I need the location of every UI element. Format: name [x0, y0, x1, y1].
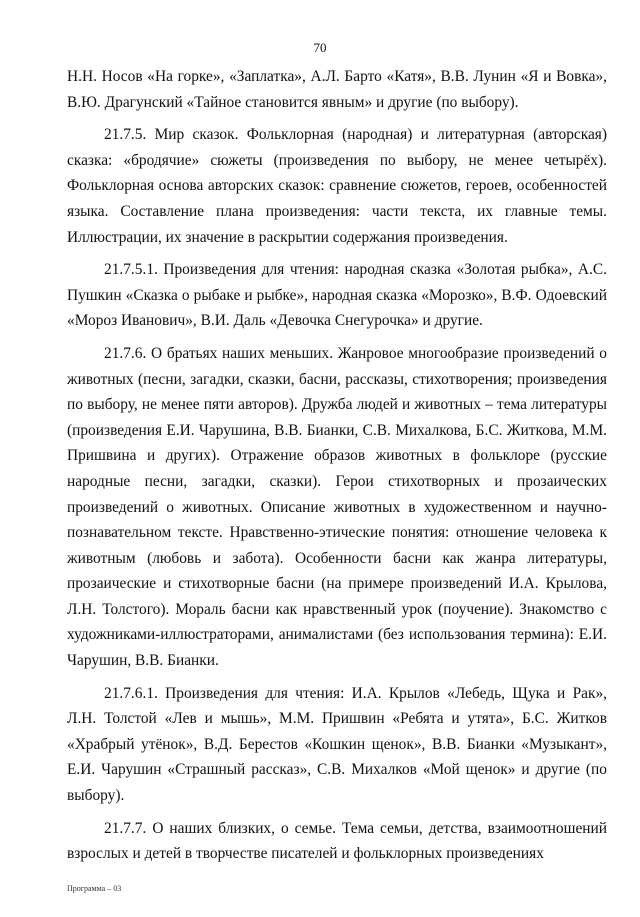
- body-text: [67, 64, 607, 874]
- paragraph-21-7-6-1: 21.7.6.1. Произведения для чтения: И.А. Крылов «Лебедь, Щука и Рак», Л.Н. Толстой «Лев и мышь», М.М. Пришвин «Ребята и утята», Б.С. Житков «Храбрый утёнок», В.Д. Берестов «Кошкин щенок», В.В. Бианки «Музыкант», Е.И. Чарушин «Страшный рассказ», С.В. Михалков «Мой щенок» и другие (по выбору).: [67, 684, 607, 805]
- page-number: 70: [313, 40, 327, 55]
- paragraph-21-7-5-1: 21.7.5.1. Произведения для чтения: народная сказка «Золотая рыбка», А.С. Пушкин «Сказка о рыбаке и рыбке», народная сказка «Морозко», В.Ф. Одоевский «Мороз Иванович», В.И. Даль «Девочка Снегурочка» и другие.: [67, 261, 607, 330]
- paragraph-21-7-7: 21.7.7. О наших близких, о семье. Тема семьи, детства, взаимоотношений взрослых и детей в творчестве писателей и фольклорных произведениях: [67, 819, 607, 863]
- paragraph-21-7-6: 21.7.6. О братьях наших меньших. Жанровое многообразие произведений о животных (песни, загадки, сказки, басни, рассказы, стихотворения; произведения по выбору, не менее пяти авторов). Дружба людей и животных – тема литературы (произведения Е.И. Чарушина, В.В. Бианки, С.В. Михалкова, Б.С. Житкова, М.М. Пришвина и других). Отражение образов животных в фольклоре (русские народные песни, загадки, сказки). Герои стихотворных и прозаических произведений о животных. Описание животных в художественном и научно-познавательном тексте. Нравственно-этические понятия: отношение человека к животным (любовь и забота). Особенности басни как жанра литературы, прозаические и стихотворные басни (на примере произведений И.А. Крылова, Л.Н. Толстого). Мораль басни как нравственный урок (поучение). Знакомство с художниками-иллюстраторами, анималистами (без использования термина): Е.И. Чарушин, В.В. Бианки.: [67, 344, 607, 670]
- page-footer: Программа – 03: [67, 884, 122, 893]
- paragraph-authors-continued: Н.Н. Носов «На горке», «Заплатка», А.Л. Барто «Катя», В.В. Лунин «Я и Вовка», В.Ю. Драгунский «Тайное становится явным» и другие (по выбору).: [67, 68, 607, 111]
- paragraph-21-7-5: 21.7.5. Мир сказок. Фольклорная (народная) и литературная (авторская) сказка: «бродячие» сюжеты (произведения по выбору, не менее четырёх). Фольклорная основа авторских сказок: сравнение сюжетов, героев, особенностей языка. Составление плана произведения: части текста, их главные темы. Иллюстрации, их значение в раскрытии содержания произведения.: [67, 126, 607, 246]
